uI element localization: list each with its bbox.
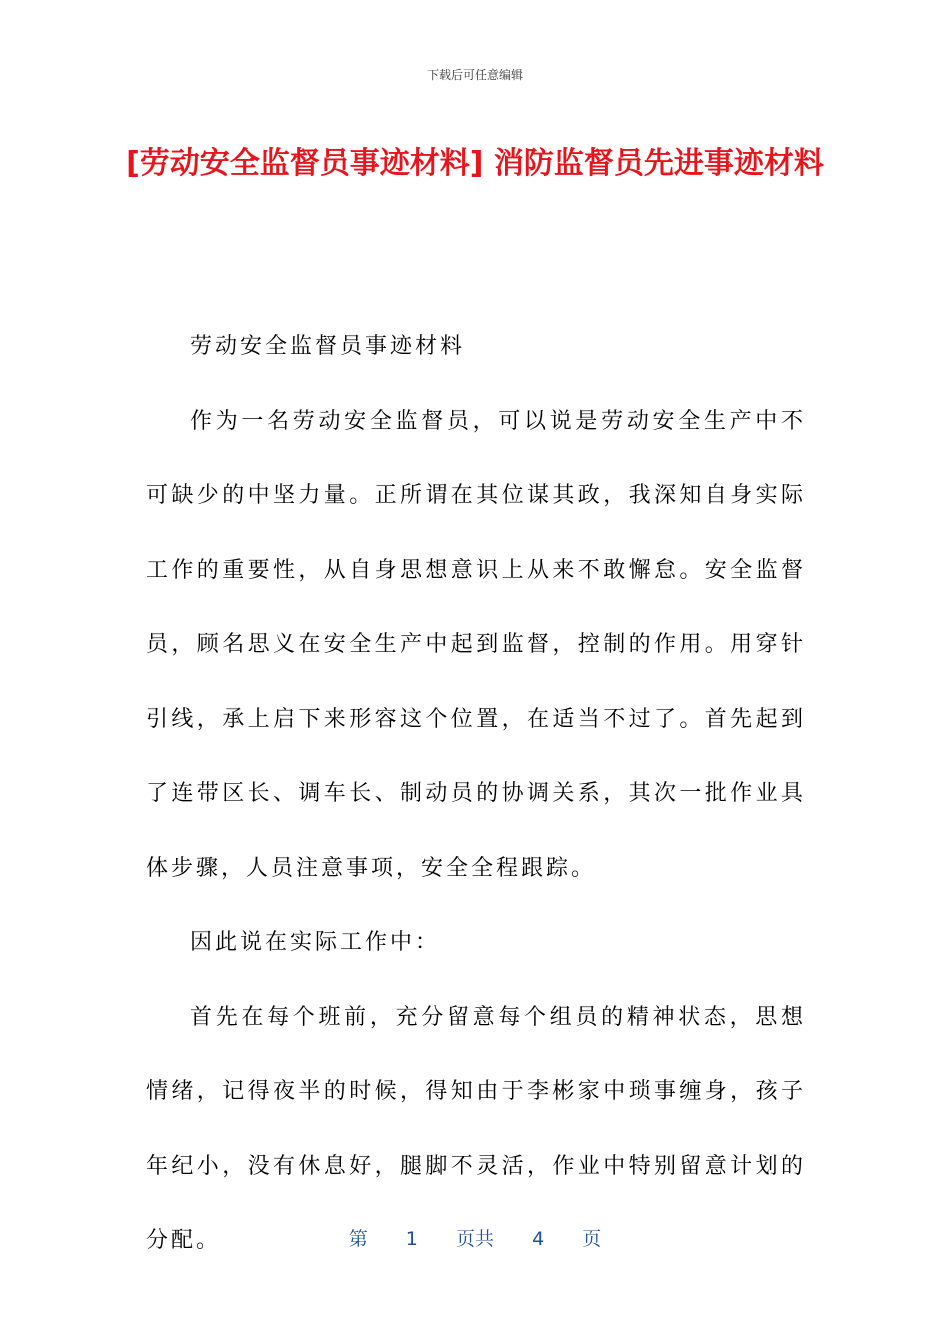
paragraph: 因此说在实际工作中： [190, 930, 441, 955]
paragraph: 首先在每个班前，充分留意每个组员的精神状态，思想情绪，记得夜半的时候，得知由于李彬家中琐事缠身，孩子年纪小，没有休息好，腿脚不灵活，作业中特别留意计划的分配。 [146, 1004, 806, 1253]
document-title: [劳动安全监督员事迹材料] 消防监督员先进事迹材料 [126, 146, 824, 181]
paragraph-heading: 劳动安全监督员事迹材料 [190, 334, 466, 359]
page-current: 1 [405, 1228, 418, 1250]
paragraph: 作为一名劳动安全监督员，可以说是劳动安全生产中不可缺少的中坚力量。正所谓在其位谋其政，我深知自身实际工作的重要性，从自身思想意识上从来不敢懈怠。安全监督员，顾名思义在安全生产中起到监督，控制的作用。用穿针引线，承上启下来形容这个位置，在适当不过了。首先起到了连带区长、调车长、制动员的协调关系，其次一批作业具体步骤，人员注意事项，安全全程跟踪。 [146, 408, 806, 881]
page-total: 4 [532, 1228, 545, 1250]
page-footer [0, 1224, 950, 1251]
page-middle: 页共 [455, 1228, 494, 1250]
page-suffix: 页 [582, 1228, 602, 1250]
document-body [146, 310, 806, 1279]
header-note: 下载后可任意编辑 [426, 68, 523, 82]
page-prefix: 第 [348, 1228, 368, 1250]
